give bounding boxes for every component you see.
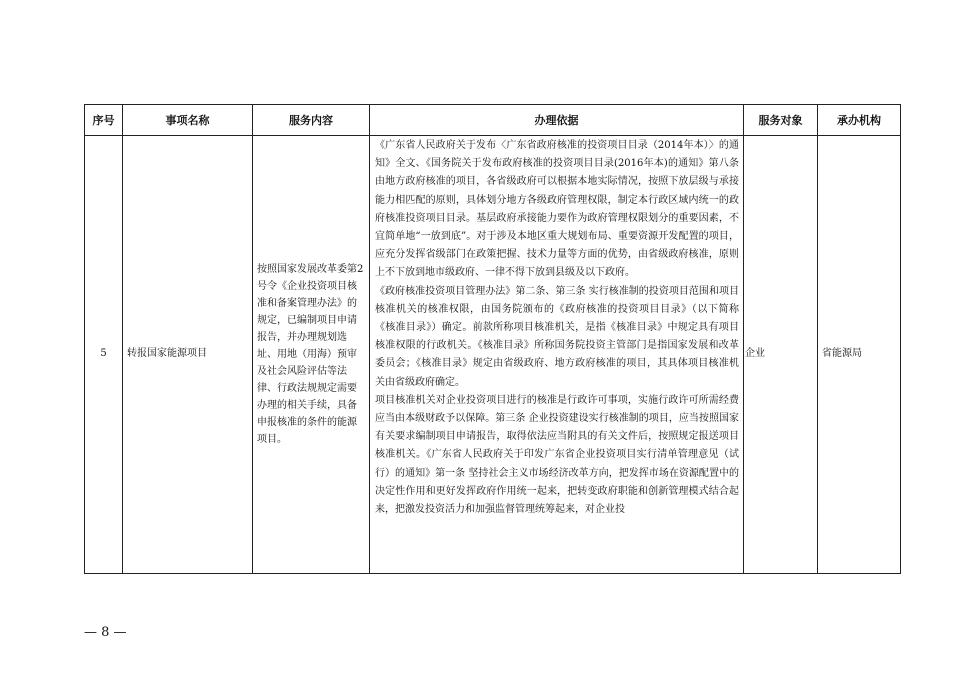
row-department: 省能源局 xyxy=(818,136,901,574)
basis-paragraph: 《政府核准投资项目管理办法》第二条、第三条 实行核准制的投资项目范围和项目核准机关的核准权限，由国务院颁布的《政府核准的投资项目目录》（以下简称《核准目录》）确定。前款所称项目核准机关，是指《核准目录》中规定具有项目核准权限的行政机关。《核准目录》所称国务院投资主管部门是指国家发展和改革委员会；《核准目录》规定由省级政府、地方政府核准的项目，其具体项目核准机关由省级政府确定。 xyxy=(375,285,739,388)
header-index: 序号 xyxy=(85,105,123,136)
table-header-row xyxy=(85,105,901,136)
row-basis xyxy=(370,136,744,574)
matters-table xyxy=(84,104,901,574)
row-name: 转报国家能源项目 xyxy=(123,136,253,574)
header-service: 服务内容 xyxy=(253,105,370,136)
header-target: 服务对象 xyxy=(744,105,818,136)
header-department: 承办机构 xyxy=(818,105,901,136)
row-target: 企业 xyxy=(744,136,818,574)
header-basis: 办理依据 xyxy=(370,105,744,136)
row-service: 按照国家发展改革委第2号令《企业投资项目核准和备案管理办法》的规定，已编制项目申请报告，并办理规划选址、用地（用海）预审及社会风险评估等法律、行政法规规定需要办理的相关手续，具备申报核准的条件的能源项目。 xyxy=(253,136,370,574)
table-row xyxy=(85,136,901,574)
page-number: — 8 — xyxy=(84,625,127,640)
basis-paragraph: 项目核准机关对企业投资项目进行的核准是行政许可事项，实施行政许可所需经费应当由本级财政予以保障。第三条 企业投资建设实行核准制的项目，应当按照国家有关要求编制项目申请报告，取得依法应当附具的有关文件后，按照规定报送项目核准机关。《广东省人民政府关于印发广东省企业投资项目实行清单管理意见（试行）的通知》第一条 坚持社会主义市场经济改革方向，把发挥市场在资源配置中的决定性作用和更好发挥政府作用统一起来，把转变政府职能和创新管理模式结合起来，把激发投资活力和加强监督管理统筹起来，对企业投 xyxy=(375,394,739,516)
basis-paragraph: 《广东省人民政府关于发布〈广东省政府核准的投资项目目录（2014年本）〉的通知》全文、《国务院关于发布政府核准的投资项目目录(2016年本)的通知》第八条 由地方政府核准的项目，各省级政府可以根据本地实际情况，按照下放层级与承接能力相匹配的原则，具体划分地方各级政府管理权限，制定本行政区域内统一的政府核准投资项目目录。基层政府承接能力要作为政府管理权限划分的重要因素，不宜简单地“一放到底”。对于涉及本地区重大规划布局、重要资源开发配置的项目，应充分发挥省级部门在政策把握、技术力量等方面的优势，由省级政府核准，原则上不下放到地市级政府、一律不得下放到县级及以下政府。 xyxy=(375,140,739,279)
header-name: 事项名称 xyxy=(123,105,253,136)
row-index: 5 xyxy=(85,136,123,574)
